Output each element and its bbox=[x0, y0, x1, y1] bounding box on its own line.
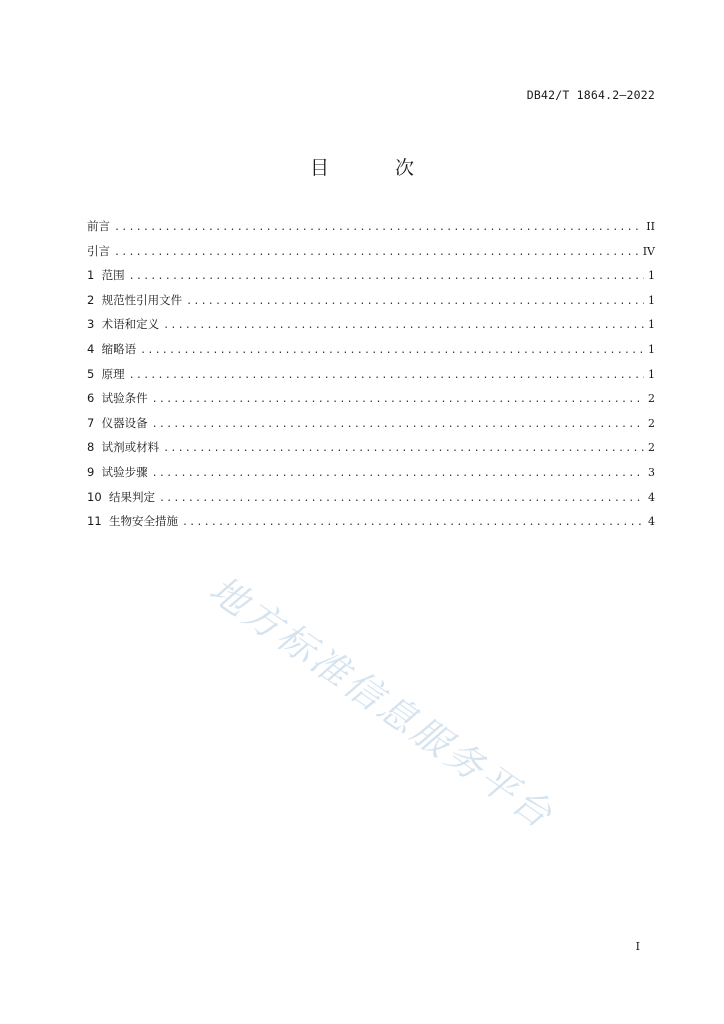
toc-leader-dots bbox=[163, 320, 644, 331]
toc-leader-dots bbox=[159, 493, 644, 504]
page-number: I bbox=[635, 940, 640, 953]
toc-entry-foreword[interactable] bbox=[87, 218, 655, 243]
toc-entry-label: 引言 bbox=[87, 243, 110, 258]
toc-entry-reagents[interactable] bbox=[87, 439, 655, 464]
toc-leader-dots bbox=[182, 517, 644, 528]
toc-entry-scope[interactable] bbox=[87, 267, 655, 292]
toc-entry-page: 4 bbox=[648, 515, 655, 529]
toc-entry-introduction[interactable] bbox=[87, 243, 655, 268]
document-number: DB42/T 1864.2—2022 bbox=[526, 88, 655, 102]
toc-entry-page: 3 bbox=[648, 465, 655, 479]
toc-entry-page: 2 bbox=[648, 416, 655, 430]
toc-entry-label: 前言 bbox=[87, 219, 110, 233]
toc-entry-page: 2 bbox=[648, 441, 655, 455]
toc-entry-label: 10 结果判定 bbox=[87, 489, 155, 504]
toc-entry-page: 2 bbox=[648, 392, 655, 406]
toc-entry-page: 1 bbox=[648, 269, 655, 283]
toc-entry-label: 6 试验条件 bbox=[87, 391, 148, 406]
toc-entry-principle[interactable] bbox=[87, 366, 655, 391]
toc-leader-dots bbox=[163, 443, 644, 454]
toc-entry-biosafety[interactable] bbox=[87, 513, 655, 538]
toc-leader-dots bbox=[129, 271, 644, 282]
toc-entry-page: II bbox=[646, 220, 655, 233]
toc-leader-dots bbox=[114, 247, 639, 258]
toc-entry-result-judgment[interactable] bbox=[87, 489, 655, 514]
toc-entry-test-procedure[interactable] bbox=[87, 464, 655, 489]
toc-entry-page: 1 bbox=[648, 293, 655, 307]
toc-entry-label: 8 试剂或材料 bbox=[87, 440, 160, 455]
toc-entry-instruments[interactable] bbox=[87, 415, 655, 440]
watermark: 地方标准信息服务平台 bbox=[201, 567, 563, 839]
table-of-contents bbox=[87, 218, 655, 538]
toc-leader-dots bbox=[152, 419, 644, 430]
toc-entry-page: IV bbox=[642, 244, 655, 258]
toc-leader-dots bbox=[140, 345, 644, 356]
toc-entry-abbreviations[interactable] bbox=[87, 341, 655, 366]
toc-entry-terms-definitions[interactable] bbox=[87, 316, 655, 341]
toc-leader-dots bbox=[186, 296, 644, 307]
toc-leader-dots bbox=[152, 394, 644, 405]
toc-entry-label: 2 规范性引用文件 bbox=[87, 292, 183, 307]
toc-leader-dots bbox=[114, 222, 642, 233]
toc-entry-normative-references[interactable] bbox=[87, 292, 655, 317]
toc-leader-dots bbox=[152, 468, 644, 479]
toc-entry-label: 1 范围 bbox=[87, 268, 125, 283]
toc-entry-label: 4 缩略语 bbox=[87, 341, 137, 356]
toc-entry-page: 4 bbox=[648, 490, 655, 504]
toc-entry-test-conditions[interactable] bbox=[87, 390, 655, 415]
toc-entry-label: 9 试验步骤 bbox=[87, 464, 148, 479]
toc-entry-label: 5 原理 bbox=[87, 366, 125, 381]
toc-entry-page: 1 bbox=[648, 367, 655, 381]
toc-entry-page: 1 bbox=[648, 342, 655, 356]
toc-entry-label: 7 仪器设备 bbox=[87, 415, 148, 430]
toc-leader-dots bbox=[129, 370, 644, 381]
toc-entry-label: 3 术语和定义 bbox=[87, 317, 160, 332]
toc-entry-label: 11 生物安全措施 bbox=[87, 514, 178, 529]
toc-title: 目 次 bbox=[309, 157, 445, 179]
toc-entry-page: 1 bbox=[648, 318, 655, 332]
